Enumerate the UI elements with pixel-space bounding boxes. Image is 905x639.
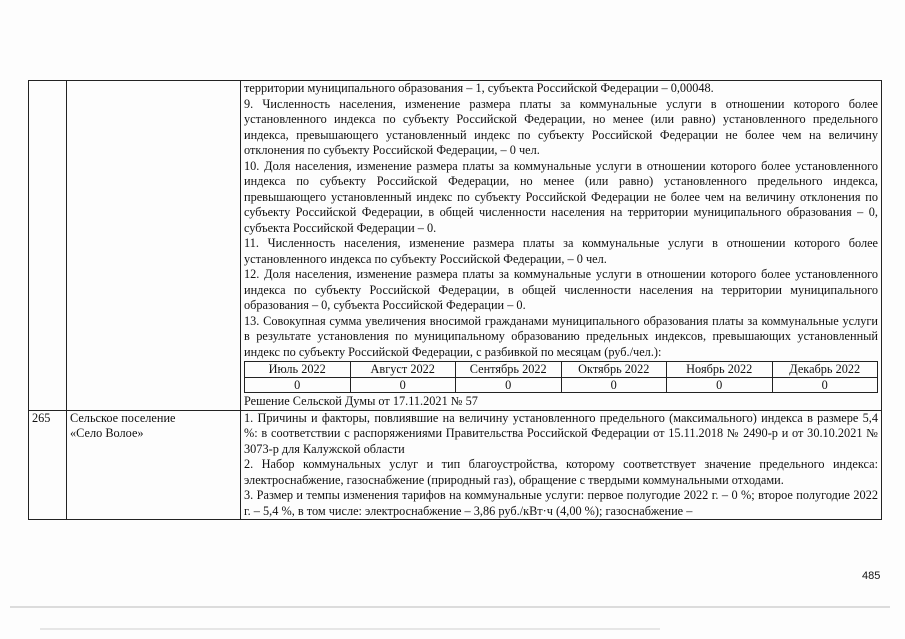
paragraph: 2. Набор коммунальных услуг и тип благоустройства, которому соответствует значение предельного индекса: электроснабжение, газоснабжение (природный газ), обращение с твердыми коммунальными отходами. [244, 457, 878, 487]
months-header-row [245, 362, 878, 378]
municipality-cell [67, 81, 241, 411]
paragraph: 11. Численность населения, изменение размера платы за коммунальные услуги в отношении которого более установленного индекса по субъекту Российской Федерации, – 0 чел. [244, 236, 878, 266]
month-header: Сентябрь 2022 [456, 362, 562, 378]
month-value: 0 [350, 377, 456, 393]
municipal-index-table [28, 80, 882, 520]
month-value: 0 [456, 377, 562, 393]
paragraph: территории муниципального образования – 1, субъекта Российской Федерации – 0,00048. [244, 81, 714, 95]
month-header: Ноябрь 2022 [667, 362, 773, 378]
month-header: Июль 2022 [245, 362, 351, 378]
month-header: Август 2022 [350, 362, 456, 378]
info-cell [241, 81, 882, 411]
paragraph: 3. Размер и темпы изменения тарифов на коммунальные услуги: первое полугодие 2022 г. – 0 %; второе полугодие 2022 г. – 5,4 %, в том числе: электроснабжение – 3,86 руб./кВт·ч (4,00 %); газоснабжение – [244, 488, 878, 518]
paragraph: 10. Доля населения, изменение размера платы за коммунальные услуги в отношении которого более установленного индекса по субъекту Российской Федерации, но менее (или равно) установленного предельного индекса, превышающего установленный индекс по субъекту Российской Федерации не более чем на величину отклонения по субъекту Российской Федерации, в общей численности населения на территории муниципального образования – 0, субъекта Российской Федерации – 0. [244, 158, 878, 235]
paragraph: 13. Совокупная сумма увеличения вносимой гражданами муниципального образования платы за коммунальные услуги в результате установления по муниципальному образованию предельных индексов, превышающих установленный индекс по субъекту Российской Федерации, с разбивкой по месяцам (руб./чел.): [244, 313, 878, 359]
scan-noise [10, 606, 890, 608]
month-value: 0 [772, 377, 878, 393]
paragraph: 1. Причины и факторы, повлиявшие на величину установленного предельного (максимального) индекса в размере 5,4 %: в соответствии с распоряжениями Правительства Российской Федерации от 15.11.2018 № 2490-р и от 30.10.2021 № 3073-р для Калужской области [244, 410, 878, 456]
municipality-name-line: Сельское поселение [70, 410, 176, 425]
scan-noise [40, 628, 660, 630]
month-value: 0 [561, 377, 667, 393]
paragraph: 12. Доля населения, изменение размера платы за коммунальные услуги в отношении которого более установленного индекса по субъекту Российской Федерации, в общей численности населения на территории муниципального образования – 0, субъекта Российской Федерации – 0. [244, 267, 878, 312]
month-header: Декабрь 2022 [772, 362, 878, 378]
row-number-cell: 265 [29, 410, 67, 520]
month-value: 0 [667, 377, 773, 393]
page-number: 485 [862, 570, 881, 582]
table-row [29, 81, 882, 411]
municipality-cell [67, 410, 241, 520]
info-cell [241, 410, 882, 520]
decision-reference: Решение Сельской Думы от 17.11.2021 № 57 [244, 394, 478, 408]
month-header: Октябрь 2022 [561, 362, 667, 378]
paragraph: 9. Численность населения, изменение размера платы за коммунальные услуги в отношении которого более установленного индекса по субъекту Российской Федерации, но менее (или равно) установленного предельного индекса, превышающего установленный индекс по субъекту Российской Федерации не более чем на величину отклонения по субъекту Российской Федерации, – 0 чел. [244, 96, 878, 157]
municipality-name-line: «Село Волое» [70, 426, 144, 440]
month-value: 0 [245, 377, 351, 393]
row-number-cell [29, 81, 67, 411]
table-row [29, 410, 882, 520]
month-values-row [245, 377, 878, 393]
monthly-amounts-table [244, 361, 878, 393]
